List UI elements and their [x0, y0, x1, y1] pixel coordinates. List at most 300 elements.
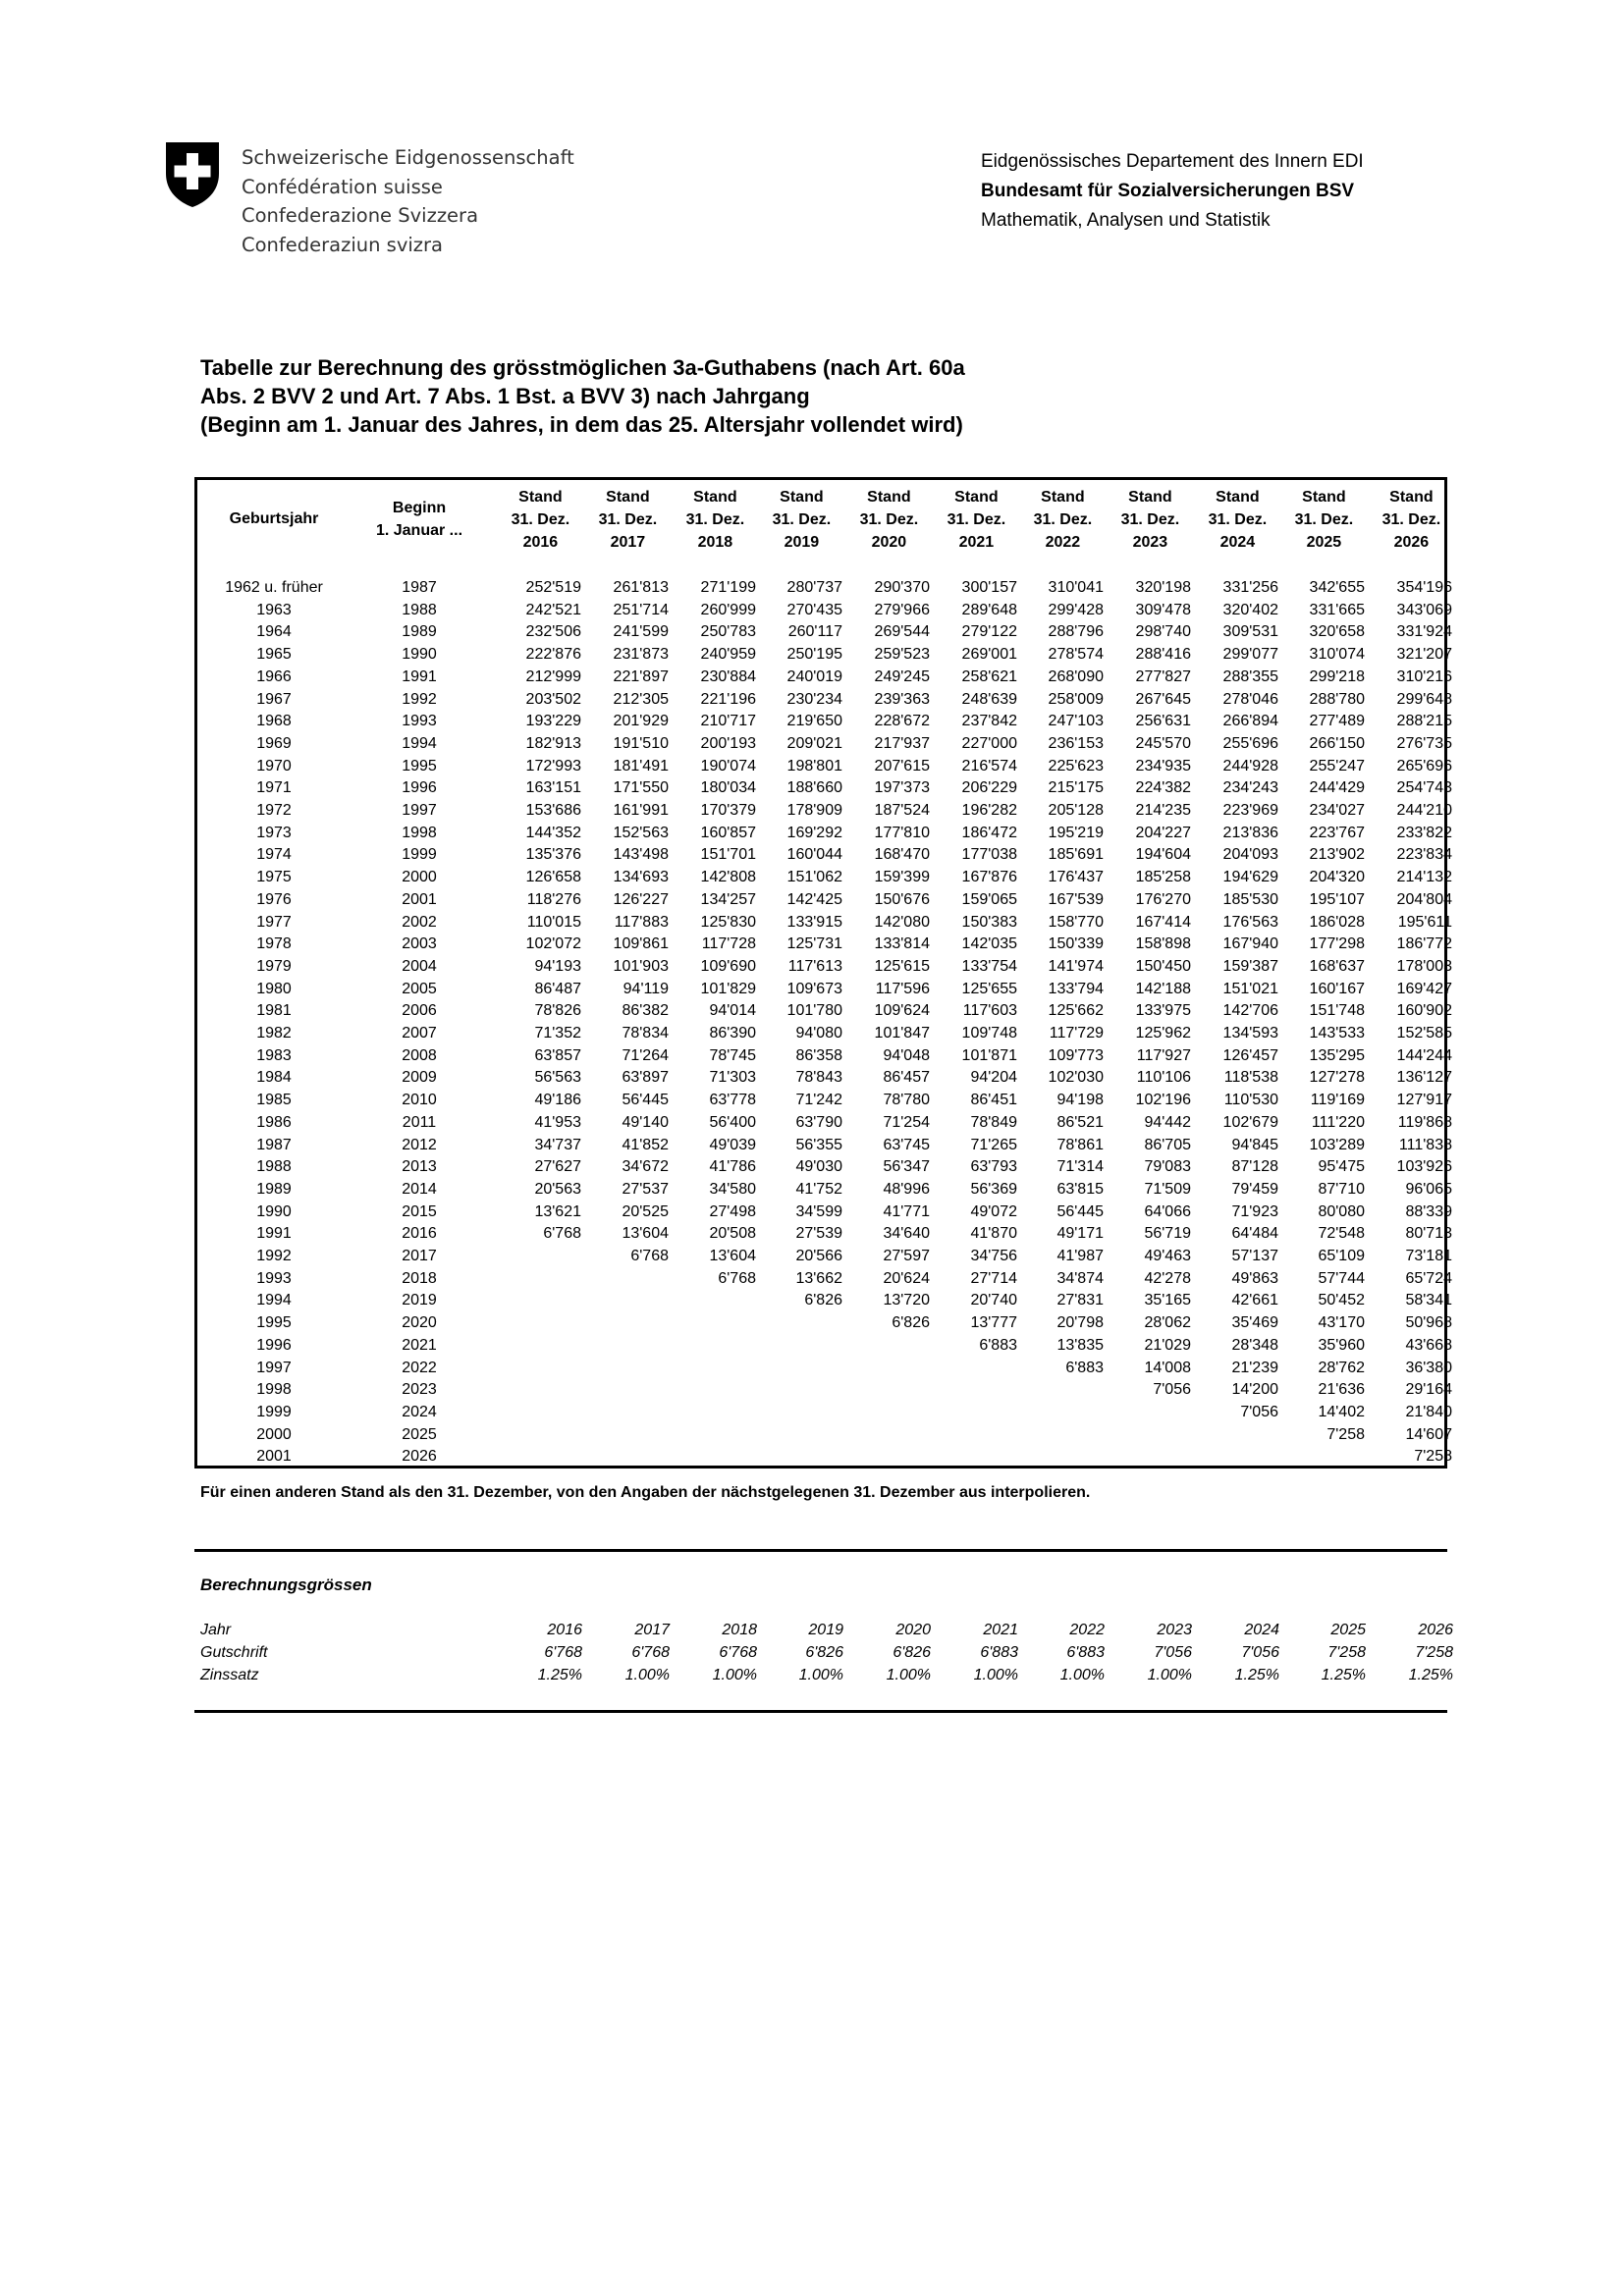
cell-guthaben: 88'339	[1405, 1202, 1452, 1220]
cell-guthaben: 20'798	[1056, 1314, 1104, 1332]
cell-guthaben: 56'400	[709, 1113, 756, 1131]
lang-line-fr: Confédération suisse	[242, 175, 443, 198]
cell-guthaben: 197'373	[874, 779, 930, 797]
cell-guthaben: 109'748	[961, 1025, 1017, 1041]
cell-guthaben: 221'196	[700, 690, 756, 708]
cell-guthaben: 49'171	[1056, 1225, 1104, 1243]
cell-geburtsjahr: 1991	[256, 1225, 292, 1243]
cell-guthaben: 34'737	[534, 1136, 581, 1153]
cell-guthaben: 186'472	[961, 824, 1017, 841]
cell-geburtsjahr: 1980	[256, 980, 292, 997]
cell-guthaben: 13'621	[534, 1202, 581, 1220]
cell-guthaben: 28'062	[1144, 1314, 1191, 1332]
cell-guthaben: 41'870	[970, 1225, 1017, 1243]
table-row	[197, 1044, 1452, 1067]
cell-guthaben: 94'845	[1231, 1136, 1278, 1153]
cell-guthaben: 185'258	[1135, 869, 1191, 886]
cell-guthaben: 171'550	[613, 779, 669, 797]
cell-guthaben: 222'876	[525, 646, 581, 664]
header-stand-year: 2019	[784, 534, 820, 551]
berechnung-value: 2025	[1330, 1622, 1366, 1638]
cell-guthaben: 78'834	[622, 1025, 669, 1041]
header-stand-year: 2020	[871, 534, 907, 551]
cell-guthaben: 94'442	[1144, 1113, 1191, 1131]
cell-guthaben: 163'151	[525, 779, 581, 797]
cell-guthaben: 71'303	[709, 1069, 756, 1087]
table-row	[197, 955, 1452, 978]
cell-guthaben: 187'524	[874, 802, 930, 819]
cell-guthaben: 233'822	[1396, 824, 1452, 841]
cell-guthaben: 72'548	[1318, 1225, 1365, 1243]
cell-geburtsjahr: 1999	[256, 1403, 292, 1420]
cell-geburtsjahr: 1992	[256, 1248, 292, 1264]
cell-guthaben: 125'830	[700, 913, 756, 931]
cell-guthaben: 86'487	[534, 980, 581, 997]
header-stand-year: 2024	[1219, 534, 1256, 551]
cell-guthaben: 101'871	[961, 1046, 1017, 1064]
cell-guthaben: 71'352	[534, 1025, 581, 1041]
cell-guthaben: 343'069	[1396, 601, 1452, 618]
cell-guthaben: 109'673	[786, 980, 842, 997]
header-stand-column	[584, 486, 672, 554]
cell-guthaben: 36'380	[1405, 1359, 1452, 1376]
cell-guthaben: 42'278	[1144, 1269, 1191, 1287]
cell-guthaben: 151'748	[1309, 1002, 1365, 1020]
cell-guthaben: 331'924	[1396, 623, 1452, 641]
cell-geburtsjahr: 1973	[256, 824, 292, 841]
cell-guthaben: 7'056	[1153, 1381, 1191, 1399]
cell-guthaben: 279'122	[961, 623, 1017, 641]
cell-guthaben: 230'884	[700, 667, 756, 685]
cell-guthaben: 160'044	[786, 846, 842, 864]
cell-guthaben: 27'498	[709, 1202, 756, 1220]
cell-guthaben: 27'539	[795, 1225, 842, 1243]
cell-guthaben: 309'478	[1135, 601, 1191, 618]
table-row	[197, 1155, 1452, 1178]
cell-guthaben: 167'539	[1048, 890, 1104, 908]
cell-beginn: 2016	[402, 1225, 437, 1243]
cell-guthaben: 136'127	[1396, 1069, 1452, 1087]
table-row	[197, 1134, 1452, 1156]
cell-beginn: 2007	[402, 1025, 437, 1041]
cell-guthaben: 250'783	[700, 623, 756, 641]
cell-guthaben: 63'778	[709, 1092, 756, 1109]
cell-guthaben: 213'836	[1222, 824, 1278, 841]
cell-guthaben: 87'710	[1318, 1180, 1365, 1198]
cell-beginn: 2006	[402, 1002, 437, 1020]
berechnung-value: 7'258	[1415, 1644, 1453, 1661]
cell-guthaben: 7'056	[1240, 1403, 1278, 1420]
cell-guthaben: 278'574	[1048, 646, 1104, 664]
cell-guthaben: 133'814	[874, 935, 930, 953]
cell-guthaben: 288'355	[1222, 667, 1278, 685]
header-dez-label: 31. Dez.	[511, 511, 570, 528]
berechnung-value: 1.00%	[973, 1667, 1018, 1683]
cell-guthaben: 277'827	[1135, 667, 1191, 685]
cell-guthaben: 109'773	[1048, 1046, 1104, 1064]
cell-guthaben: 288'416	[1135, 646, 1191, 664]
cell-guthaben: 42'661	[1231, 1292, 1278, 1309]
cell-guthaben: 167'876	[961, 869, 1017, 886]
header-stand-label: Stand	[606, 489, 650, 506]
table-row	[197, 599, 1452, 621]
header-stand-year: 2026	[1393, 534, 1430, 551]
lang-line-rm: Confederaziun svizra	[242, 233, 443, 256]
cell-guthaben: 223'834	[1396, 846, 1452, 864]
cell-guthaben: 86'705	[1144, 1136, 1191, 1153]
cell-geburtsjahr: 1968	[256, 713, 292, 730]
berechnung-value: 1.25%	[1408, 1667, 1453, 1683]
cell-guthaben: 27'537	[622, 1180, 669, 1198]
cell-geburtsjahr: 1975	[256, 869, 292, 886]
berechnung-row-jahr	[194, 1619, 1453, 1641]
cell-guthaben: 71'923	[1231, 1202, 1278, 1220]
berechnung-value: 1.00%	[1147, 1667, 1192, 1683]
header-stand-label: Stand	[954, 489, 999, 506]
cell-guthaben: 64'484	[1231, 1225, 1278, 1243]
berechnung-row-gutschrift	[194, 1641, 1453, 1664]
cell-guthaben: 259'523	[874, 646, 930, 664]
cell-guthaben: 56'445	[1056, 1202, 1104, 1220]
cell-guthaben: 161'991	[613, 802, 669, 819]
cell-guthaben: 241'599	[613, 623, 669, 641]
cell-guthaben: 251'714	[613, 601, 669, 618]
cell-guthaben: 176'563	[1222, 913, 1278, 931]
cell-guthaben: 20'525	[622, 1202, 669, 1220]
cell-guthaben: 198'801	[786, 757, 842, 774]
cell-guthaben: 159'065	[961, 890, 1017, 908]
cell-beginn: 2001	[402, 890, 437, 908]
cell-guthaben: 71'264	[622, 1046, 669, 1064]
cell-guthaben: 169'292	[786, 824, 842, 841]
cell-guthaben: 354'196	[1396, 579, 1452, 596]
cell-guthaben: 228'672	[874, 713, 930, 730]
berechnung-value: 1.25%	[537, 1667, 582, 1683]
cell-guthaben: 142'080	[874, 913, 930, 931]
cell-guthaben: 207'615	[874, 757, 930, 774]
cell-guthaben: 125'962	[1135, 1025, 1191, 1041]
confederation-name-block	[242, 143, 574, 259]
cell-guthaben: 261'813	[613, 579, 669, 596]
cell-guthaben: 331'256	[1222, 579, 1278, 596]
cell-guthaben: 134'593	[1222, 1025, 1278, 1041]
header-dez-label: 31. Dez.	[1208, 511, 1268, 528]
cell-guthaben: 239'363	[874, 690, 930, 708]
cell-guthaben: 240'959	[700, 646, 756, 664]
cell-guthaben: 110'106	[1136, 1069, 1191, 1087]
table-row	[197, 1357, 1452, 1379]
cell-guthaben: 168'637	[1309, 957, 1365, 975]
cell-guthaben: 133'794	[1048, 980, 1104, 997]
cell-beginn: 2021	[402, 1336, 437, 1354]
cell-guthaben: 158'898	[1135, 935, 1191, 953]
cell-guthaben: 185'691	[1048, 846, 1104, 864]
cell-guthaben: 57'137	[1231, 1248, 1278, 1264]
cell-guthaben: 245'570	[1135, 734, 1191, 752]
cell-guthaben: 87'128	[1231, 1158, 1278, 1176]
cell-beginn: 2011	[402, 1113, 437, 1131]
cell-guthaben: 109'624	[874, 1002, 930, 1020]
cell-beginn: 1996	[402, 779, 437, 797]
cell-guthaben: 49'140	[622, 1113, 669, 1131]
header-dez-label: 31. Dez.	[947, 511, 1006, 528]
header-dez-label: 31. Dez.	[1381, 511, 1441, 528]
cell-guthaben: 279'966	[874, 601, 930, 618]
cell-guthaben: 178'003	[1396, 957, 1452, 975]
cell-geburtsjahr: 2001	[256, 1448, 292, 1466]
cell-beginn: 1988	[402, 601, 437, 618]
cell-guthaben: 204'320	[1309, 869, 1365, 886]
header-geburtsjahr: Geburtsjahr	[229, 510, 319, 527]
berechnung-value: 6'883	[1066, 1644, 1105, 1661]
header-dez-label: 31. Dez.	[598, 511, 658, 528]
cell-guthaben: 242'521	[525, 601, 581, 618]
cell-guthaben: 80'713	[1405, 1225, 1452, 1243]
cell-guthaben: 28'762	[1318, 1359, 1365, 1376]
cell-guthaben: 269'544	[874, 623, 930, 641]
table-row	[197, 666, 1452, 688]
header-stand-year: 2022	[1045, 534, 1081, 551]
cell-guthaben: 186'772	[1396, 935, 1452, 953]
cell-guthaben: 43'170	[1318, 1314, 1365, 1332]
cell-guthaben: 111'220	[1311, 1113, 1365, 1131]
cell-guthaben: 195'219	[1048, 824, 1104, 841]
cell-geburtsjahr: 1997	[256, 1359, 292, 1376]
table-row	[197, 1022, 1452, 1044]
cell-guthaben: 94'193	[534, 957, 581, 975]
berechnung-value: 6'768	[719, 1644, 757, 1661]
cell-guthaben: 150'450	[1135, 957, 1191, 975]
cell-beginn: 2005	[402, 980, 437, 997]
cell-beginn: 2018	[402, 1269, 437, 1287]
cell-guthaben: 191'510	[613, 734, 669, 752]
cell-guthaben: 160'167	[1309, 980, 1365, 997]
table-row	[197, 1222, 1452, 1245]
cell-guthaben: 213'902	[1309, 846, 1365, 864]
berechnung-value: 2026	[1418, 1622, 1453, 1638]
cell-guthaben: 142'035	[961, 935, 1017, 953]
cell-guthaben: 63'793	[970, 1158, 1017, 1176]
cell-guthaben: 143'533	[1309, 1025, 1365, 1041]
cell-guthaben: 135'295	[1309, 1046, 1365, 1064]
header-beginn	[364, 497, 474, 542]
cell-guthaben: 65'724	[1405, 1269, 1452, 1287]
cell-guthaben: 6'768	[543, 1225, 581, 1243]
cell-guthaben: 204'227	[1135, 824, 1191, 841]
cell-geburtsjahr: 1984	[256, 1069, 292, 1087]
cell-beginn: 2004	[402, 957, 437, 975]
cell-guthaben: 103'926	[1396, 1158, 1452, 1176]
cell-guthaben: 14'402	[1318, 1403, 1365, 1420]
table-row	[197, 843, 1452, 866]
cell-guthaben: 56'719	[1144, 1225, 1191, 1243]
berechnung-value: 1.00%	[712, 1667, 757, 1683]
cell-geburtsjahr: 1985	[256, 1092, 292, 1109]
cell-guthaben: 204'093	[1222, 846, 1278, 864]
cell-guthaben: 320'658	[1309, 623, 1365, 641]
cell-guthaben: 240'019	[786, 667, 842, 685]
cell-guthaben: 342'655	[1309, 579, 1365, 596]
cell-guthaben: 182'913	[525, 734, 581, 752]
cell-geburtsjahr: 1987	[256, 1136, 292, 1153]
cell-guthaben: 102'030	[1048, 1069, 1104, 1087]
cell-guthaben: 141'974	[1048, 957, 1104, 975]
cell-guthaben: 41'752	[795, 1180, 842, 1198]
cell-geburtsjahr: 1963	[256, 601, 292, 618]
cell-beginn: 2026	[402, 1448, 437, 1466]
table-row	[197, 822, 1452, 844]
berechnung-value: 6'768	[631, 1644, 670, 1661]
berechnung-value: 1.00%	[798, 1667, 843, 1683]
cell-guthaben: 14'200	[1231, 1381, 1278, 1399]
cell-guthaben: 206'229	[961, 779, 1017, 797]
berechnung-value: 1.25%	[1321, 1667, 1366, 1683]
cell-guthaben: 201'929	[613, 713, 669, 730]
cell-beginn: 1993	[402, 713, 437, 730]
header-stand-column	[1194, 486, 1281, 554]
table-row	[197, 799, 1452, 822]
cell-guthaben: 234'935	[1135, 757, 1191, 774]
cell-guthaben: 6'883	[1065, 1359, 1104, 1376]
berechnung-label: Jahr	[200, 1622, 232, 1638]
cell-guthaben: 212'305	[613, 690, 669, 708]
header-stand-label: Stand	[1389, 489, 1434, 506]
cell-guthaben: 320'402	[1222, 601, 1278, 618]
cell-guthaben: 13'604	[622, 1225, 669, 1243]
cell-geburtsjahr: 1989	[256, 1180, 292, 1198]
cell-guthaben: 103'289	[1309, 1136, 1365, 1153]
cell-guthaben: 190'074	[700, 757, 756, 774]
table-row	[197, 888, 1452, 911]
cell-guthaben: 158'770	[1048, 913, 1104, 931]
cell-guthaben: 94'204	[970, 1069, 1017, 1087]
cell-beginn: 1990	[402, 646, 437, 664]
cell-guthaben: 134'257	[700, 890, 756, 908]
cell-guthaben: 79'459	[1231, 1180, 1278, 1198]
header-stand-year: 2016	[522, 534, 559, 551]
cell-guthaben: 133'754	[961, 957, 1017, 975]
cell-guthaben: 49'072	[970, 1202, 1017, 1220]
cell-guthaben: 101'829	[700, 980, 756, 997]
cell-guthaben: 258'009	[1048, 690, 1104, 708]
cell-guthaben: 169'427	[1396, 980, 1452, 997]
cell-guthaben: 254'743	[1396, 779, 1452, 797]
cell-guthaben: 126'457	[1222, 1046, 1278, 1064]
cell-beginn: 2008	[402, 1046, 437, 1064]
table-row	[197, 911, 1452, 934]
cell-guthaben: 49'463	[1144, 1248, 1191, 1264]
berechnung-value: 2024	[1244, 1622, 1279, 1638]
cell-guthaben: 290'370	[874, 579, 930, 596]
title-line: Abs. 2 BVV 2 und Art. 7 Abs. 1 Bst. a BVV 3) nach Jahrgang	[200, 384, 810, 408]
cell-guthaben: 244'928	[1222, 757, 1278, 774]
cell-guthaben: 64'066	[1144, 1202, 1191, 1220]
cell-guthaben: 320'198	[1135, 579, 1191, 596]
cell-guthaben: 289'648	[961, 601, 1017, 618]
cell-geburtsjahr: 1977	[256, 913, 292, 931]
cell-guthaben: 258'621	[961, 667, 1017, 685]
cell-beginn: 2013	[402, 1158, 437, 1176]
cell-guthaben: 117'883	[614, 913, 669, 931]
cell-guthaben: 78'849	[970, 1113, 1017, 1131]
cell-geburtsjahr: 1998	[256, 1381, 292, 1399]
header-dez-label: 31. Dez.	[1033, 511, 1093, 528]
cell-guthaben: 126'227	[613, 890, 669, 908]
table-row	[197, 1201, 1452, 1223]
cell-guthaben: 94'119	[623, 980, 669, 997]
cell-guthaben: 14'607	[1405, 1425, 1452, 1443]
cell-guthaben: 34'672	[622, 1158, 669, 1176]
cell-guthaben: 102'196	[1135, 1092, 1191, 1109]
cell-guthaben: 288'796	[1048, 623, 1104, 641]
header-stand-year: 2017	[610, 534, 646, 551]
cell-guthaben: 225'623	[1048, 757, 1104, 774]
berechnung-value: 1.00%	[1059, 1667, 1105, 1683]
cell-guthaben: 188'660	[786, 779, 842, 797]
cell-guthaben: 125'731	[786, 935, 842, 953]
cell-geburtsjahr: 2000	[256, 1425, 292, 1443]
cell-beginn: 1999	[402, 846, 437, 864]
cell-guthaben: 266'150	[1309, 734, 1365, 752]
cell-guthaben: 181'491	[613, 757, 669, 774]
cell-guthaben: 27'714	[970, 1269, 1017, 1287]
cell-geburtsjahr: 1970	[256, 757, 292, 774]
cell-guthaben: 20'740	[970, 1292, 1017, 1309]
table-row	[197, 1178, 1452, 1201]
cell-beginn: 2020	[402, 1314, 437, 1332]
berechnung-value: 2022	[1069, 1622, 1105, 1638]
cell-guthaben: 71'509	[1144, 1180, 1191, 1198]
cell-guthaben: 78'826	[534, 1002, 581, 1020]
cell-guthaben: 6'826	[804, 1292, 842, 1309]
cell-beginn: 2025	[402, 1425, 437, 1443]
cell-geburtsjahr: 1993	[256, 1269, 292, 1287]
cell-guthaben: 13'777	[970, 1314, 1017, 1332]
cell-guthaben: 152'585	[1396, 1025, 1452, 1041]
berechnung-value: 7'056	[1241, 1644, 1279, 1661]
cell-guthaben: 224'382	[1135, 779, 1191, 797]
berechnung-value: 1.00%	[886, 1667, 931, 1683]
header-stand-column	[845, 486, 933, 554]
cell-guthaben: 142'706	[1222, 1002, 1278, 1020]
cell-geburtsjahr: 1988	[256, 1158, 292, 1176]
cell-guthaben: 63'745	[883, 1136, 930, 1153]
table-row	[197, 978, 1452, 1000]
header-stand-label: Stand	[1216, 489, 1260, 506]
cell-guthaben: 276'735	[1396, 734, 1452, 752]
cell-guthaben: 78'861	[1056, 1136, 1104, 1153]
cell-guthaben: 41'786	[709, 1158, 756, 1176]
cell-guthaben: 255'247	[1309, 757, 1365, 774]
table-row	[197, 576, 1452, 599]
cell-guthaben: 71'265	[970, 1136, 1017, 1153]
cell-guthaben: 186'028	[1309, 913, 1365, 931]
table-row	[197, 1111, 1452, 1134]
berechnung-label: Zinssatz	[200, 1667, 259, 1683]
cell-guthaben: 21'636	[1318, 1381, 1365, 1399]
table-row	[197, 1289, 1452, 1311]
header-stand-label: Stand	[1302, 489, 1346, 506]
cell-beginn: 2022	[402, 1359, 437, 1376]
cell-guthaben: 73'181	[1405, 1248, 1452, 1264]
berechnung-value: 2019	[808, 1622, 843, 1638]
cell-guthaben: 217'937	[874, 734, 930, 752]
table-row	[197, 1267, 1452, 1290]
cell-guthaben: 49'039	[709, 1136, 756, 1153]
cell-guthaben: 78'745	[709, 1046, 756, 1064]
cell-guthaben: 209'021	[786, 734, 842, 752]
cell-guthaben: 34'874	[1056, 1269, 1104, 1287]
